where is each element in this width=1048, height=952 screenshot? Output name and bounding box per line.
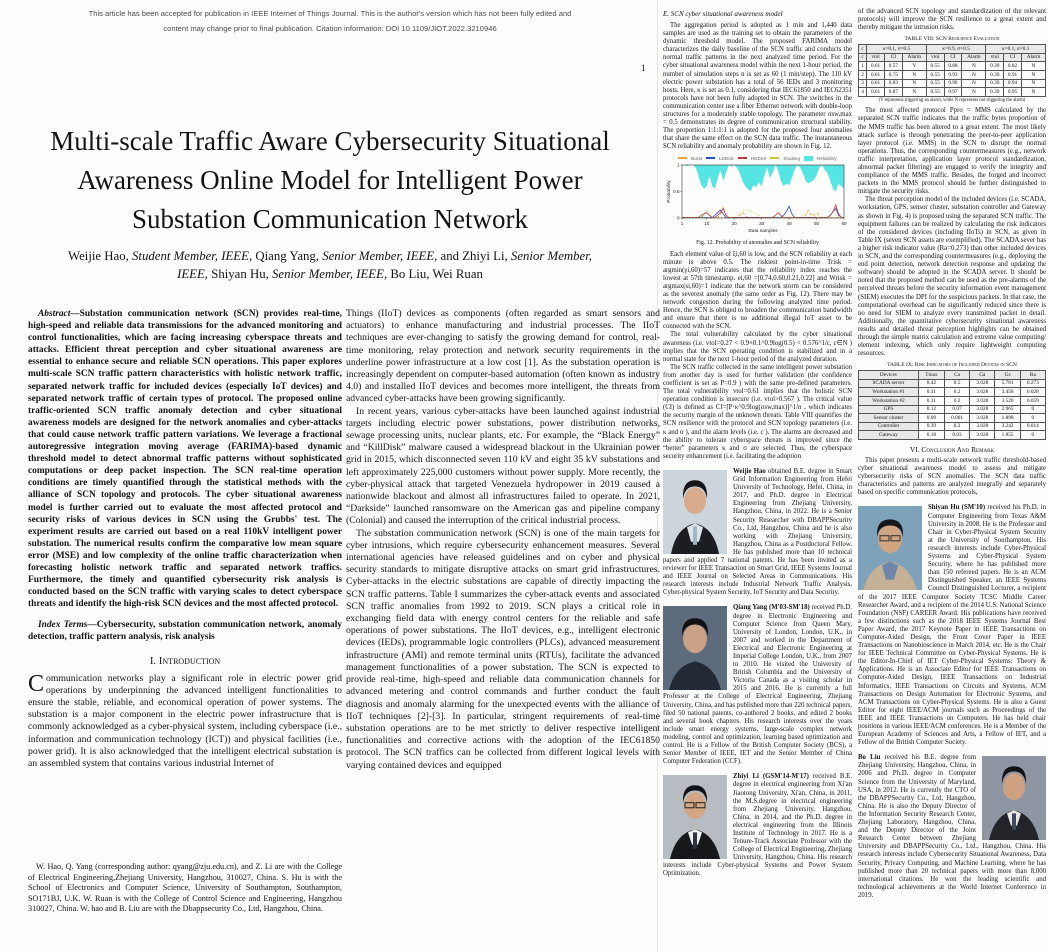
author-line-1	[22, 248, 638, 266]
table-row	[859, 79, 1046, 88]
abstract-text: Substation communication network (SCN) provides real-time, high-speed and reliable data transmissions for the advanced monitoring and control functionalities, which are facing increasing cyberspace threats and attacks. Efficient threat perception and cyber situational awareness are essential to enhance secure and reliable SCN operations. This paper explores multi-scale SCN traffic pattern characteristics with holistic network traffic, separated network traffic for included devices (especially IoT devices) and separated network traffic of certain types of protocol. The proposed online traffic-oriented SCN traffic anomaly detection and cyber situational awareness models are designed for the network anomalies and cyber-attacks that could cause network traffic pattern variations. We leverage a fractional autoregressive integration moving average (FARIMA)-based dynamic threshold model to detect abnormal traffic patterns without sophisticated computations or deep packet inspection. The SCN real-time operation conditions are timely quantified through the statistical methods with the alliance of SCN topology and protocols. The cyber situational awareness model is further carried out to evaluate the most affected protocol and security risks of various devices in SCN using the Grubbs' test. The experiment results are carried out based on a real 110kV intelligent power substation. The numerical results confirm the comparative low mean square error (MSE) and low complexity of the online traffic characterization when forecasting holistic network traffic and separated network traffics. Furthermore, the timely and quantified cybersecurity risk analysis is conducted based on the SCN traffic with varying scales to detect cyberspace threats and identify the high-risk SCN devices and the most affected protocol.	[28, 309, 342, 610]
legend-swatch-lddos	[706, 157, 715, 159]
table-ix-head	[859, 371, 1046, 380]
table-cell: Alarm	[1021, 53, 1045, 62]
table-viii-body	[859, 62, 1046, 96]
section-heading-conclusion: VI. Conclusion And Remark	[909, 445, 995, 454]
table-cell: 3.242	[995, 422, 1020, 431]
table-row	[859, 71, 1046, 80]
table-cell: Ca	[944, 371, 969, 380]
bio-body: received B.E. degree in electrical engineering from Xi'an Jiaotong University, Xi'an, China, in 2011, the M.S.degree in electrical engineering from Zhejiang University, Hangzhou, China, in 2014, and the Ph.D. degree in electrical engineering from the Illinois Institute of Technology in 2017. He is a Tenure-Track Associate Professor with the College of Electrical Engineering, Zhejiang University, Hangzhou, China. His research interests include Cyber-physical Systems and Power System Optimization.	[663, 773, 852, 878]
table-cell: 3.028	[970, 414, 995, 423]
table-cell: Sensor cluster	[859, 414, 919, 423]
table-cell: 2	[859, 71, 867, 80]
table-cell: N	[1021, 88, 1045, 97]
page-number: 1	[641, 64, 646, 74]
bio-body: received his Ph.D. in Computer Engineering from Texas A&M University in 2008. He is the Professor and Chair in Cyber-Physical System Security at the University of Southampton. His research interests include Cyber-Physical Systems and Cyber-Physical System Security, where he has published more than 150 refereed papers. He is an ACM Distinguished Speaker, an IEEE Systems Council Distinguished Lecturer, a recipient of the 2017 IEEE Computer Society TCSC Middle Career Researcher Award, and a recipient of the 2014 U.S. National Science Foundation (NSF) CAREER Award. His publications have received a few distinctions such as the 2018 IEEE Systems Journal Best Paper Award, the 2017 Keynote Paper in IEEE Transactions on Computer-Aided Design, the Front Cover Paper in IEEE Transactions on Nanobioscience in March 2014, etc. He is the Chair for IEEE Technical Committee on Cyber-Physical Systems. He is the Editor-In-Chief of IET Cyber-Physical Systems: Theory & Applications. He is an Associate Editor for IEEE Transactions on Computer-Aided Design, IEEE Transactions on Industrial Informatics, IEEE Transactions on Circuits and Systems, ACM Transactions on Design Automation for Electronic Systems, and ACM Transactions on Cyber-Physical Systems. He is also a Guest Editor for eight IEEE/ACM journals such as Proceedings of the IEEE and IEEE Transactions on Computers. He has held chair positions in various IEEE/ACM conferences. He is a Member of the European Academy of Sciences and Arts, a Fellow of IET, and a Fellow of the British Computer Society.	[858, 504, 1046, 747]
svg-text:10: 10	[703, 220, 709, 226]
author-segment: Bo Liu, Wei Ruan	[387, 266, 483, 281]
table-cell: Alarm	[962, 53, 986, 62]
table-cell: Gs	[995, 371, 1020, 380]
figure-12	[663, 156, 852, 246]
table-cell: N	[902, 88, 926, 97]
author-photo-weijie-hao	[663, 470, 727, 554]
table-cell: 3.028	[970, 379, 995, 388]
author-list	[22, 248, 638, 283]
abstract-label: Abstract—	[38, 309, 80, 319]
title-line-1: Multi-scale Traffic Aware Cybersecurity Situational	[50, 126, 610, 157]
table-cell: 0.55	[926, 62, 944, 71]
svg-text:0: 0	[676, 215, 679, 221]
table-row	[859, 371, 1046, 380]
bio-name: Shiyan Hu (SM'10)	[928, 504, 986, 512]
bio-body: obtained B.E. degree in Smart Grid Information Engineering from Hefei University of Technology, Hefei, China, in 2017, and Ph.D. degree in Electrical Engineering from Zhejiang University, Hangzhou, China, in 2022. He is a Senior Security Researcher with DBAPPSecurity Co., Ltd, Hangzhou, China and he is also working with Zhejiang University, Hangzhou, China as a Postdoctoral Fellow. He has published more than 10 technical papers and applied 7 national patents. He has been invited as a reviewer for IEEE Transaction on Smart Grid, IEEE Systems Journal and IEEE Journal on Selected Areas in Communications. His research interests include Industrial Network Traffic Analysis, Cyber-physical System Security, IoT Security and Data Security.	[663, 467, 852, 597]
page1-right-column	[346, 308, 660, 952]
table-cell: 0.93	[944, 71, 962, 80]
table-cell: 3.458	[995, 388, 1020, 397]
table-cell: N	[902, 71, 926, 80]
author-bio-weijie-hao	[663, 468, 852, 598]
table-cell: SCADA server	[859, 379, 919, 388]
conclusion-paragraph: This paper presents a multi-scale network traffic threshold-based cyber situational awareness model to assess and mitigate cybersecurity risks of SCN anomalies. The SCN data traffic characteristics and patterns are analyzed integrally and separately based on specific communication protocols,	[858, 457, 1046, 497]
drop-cap: C	[28, 670, 45, 697]
table-cell: 3	[859, 79, 867, 88]
table-cell: 0.91	[1004, 71, 1022, 80]
author-bio-bo-liu	[858, 754, 1046, 900]
table-cell: Controller	[859, 422, 919, 431]
author-bio-shiyan-hu	[858, 504, 1046, 747]
legend-swatch-reliability	[804, 156, 813, 161]
table-cell: N	[1021, 71, 1045, 80]
index-terms-text: Cybersecurity, substation communication network, anomaly detection, traffic pattern analysis, risk analysis	[28, 620, 342, 643]
author-photo-bo-liu	[982, 756, 1046, 840]
author-photo-shiyan-hu	[858, 506, 922, 590]
author-photo-qiang-yang	[663, 606, 727, 690]
table-cell: 0.42	[918, 379, 944, 388]
table-row	[859, 379, 1046, 388]
svg-text:30: 30	[758, 220, 764, 226]
table-cell: vtol	[986, 53, 1004, 62]
table-cell: 0.31	[918, 397, 944, 406]
table-cell: 0	[1020, 431, 1045, 440]
table-cell: 0.97	[944, 88, 962, 97]
table-cell: 0.09	[918, 414, 944, 423]
table-cell: 0.88	[944, 62, 962, 71]
table-viii-head	[859, 45, 1046, 54]
table-cell: N	[962, 62, 986, 71]
table-cell: 5.781	[995, 379, 1020, 388]
body-paragraph: Each element value of ξi,60 is low, and the SCN reliability at each minute is above 0.5. The riskiest point-in-time Trisk = argmin(γi,60)=57 indicates that the reliability index reaches the lowest at 57th timestamp. ei,60 =[0.74,0.60,0.21,0.22] and Wrisk = argmax(si,60)=1 indicate that the network storm can be considered as the severest anomaly (the same order as Fig. 12). There may be network congestion during the following analyzed time period. Hence, the SCN is obliged to broaden the communication bandwidth and ensure that there is no additional illegal IoT asset to be connected with the SCN.	[663, 250, 852, 331]
table-cell: 0.61	[867, 71, 885, 80]
table-cell: 0.39	[986, 79, 1004, 88]
table-cell: N	[962, 71, 986, 80]
bio-body: received Ph.D. degree in Electronic Engineering and Computer Science from Queen Mary, University of London, London, U.K., in 2007 and worked in the Department of Electrical and Electronic Engineering at Imperial College London, U.K., from 2007 to 2010. He visited the University of British Columbia and the University of Victoria Canada as a visiting scholar in 2015 and 2016. He is currently a full Professor at the College of Electrical Engineering, Zhejiang University, China, and has published more than 220 technical papers, filed 50 national patents, co-authored 2 books, and edited 2 books and several book chapters. His research interests over the years include smart energy systems, large-scale complex network modeling, control and optimization, learning based optimization and control. He is a Fellow of the British Computer Society (BCS), a Senior Member of IEEE, IET and the Senior Member of China Computer Federation (CCF).	[663, 604, 852, 766]
table-cell: 0.2	[944, 422, 969, 431]
publication-header	[40, 6, 620, 36]
table-cell: 0.61	[867, 79, 885, 88]
table-row	[859, 45, 1046, 54]
svg-text:40: 40	[786, 220, 792, 226]
table-cell: 3.028	[970, 422, 995, 431]
table-cell: Alarm	[902, 53, 926, 62]
fig12-plot	[665, 162, 851, 238]
late-page-right-column	[858, 8, 1046, 946]
table-cell: 0.273	[1020, 379, 1045, 388]
table-cell: Ga	[970, 371, 995, 380]
late-page-left-column	[663, 10, 852, 946]
table-cell: c	[859, 45, 867, 54]
table-cell: 0.001	[944, 414, 969, 423]
author-segment: Student Member, IEEE,	[132, 249, 253, 263]
svg-text:60: 60	[840, 220, 847, 226]
author-segment: IEEE,	[177, 266, 208, 281]
svg-text:Data samples: Data samples	[747, 228, 778, 234]
table-cell: 0	[1020, 405, 1045, 414]
table-row	[859, 53, 1046, 62]
author-line-2	[22, 266, 638, 284]
table-cell: 0.87	[884, 88, 902, 97]
table-cell: 3.028	[970, 405, 995, 414]
table-row	[859, 388, 1046, 397]
legend-swatch-burst	[678, 157, 687, 159]
table-cell: N	[1021, 79, 1045, 88]
table-cell: 0.18	[918, 431, 944, 440]
table-cell: 2.965	[995, 405, 1020, 414]
table-cell: 0.07	[944, 405, 969, 414]
table-cell: 0.39	[986, 62, 1004, 71]
introduction-text: ommunication networks play a significant role in electric power grid operations by underpinning the advanced intelligent functionalities to ensure the stable, reliable, and economical operation of power systems. The substation is a major component in the electric power infrastructure that is commonly acknowledged as a cyber-physical system, including cyberspace (i.e., information and communication technology (ICT)) and physical facilities (i.e., power grid). It is also acknowledged that the intelligent electrical substation is an assembled system that contains various industrial Internet of	[28, 672, 342, 769]
introduction-paragraph	[28, 670, 342, 771]
table-cell: Devices	[859, 371, 919, 380]
table-viii-caption: TABLE VIII: SCN Resilience Evaluation	[904, 36, 1000, 43]
table-cell: 0.55	[926, 88, 944, 97]
table-cell: 0.5	[944, 379, 969, 388]
author-bio-qiang-yang	[663, 604, 852, 766]
table-cell: 0.57	[884, 62, 902, 71]
table-cell: 0.61	[867, 88, 885, 97]
table-cell: 0.96	[944, 79, 962, 88]
table-cell: Workstation #1	[859, 388, 919, 397]
table-cell: 0.12	[918, 405, 944, 414]
author-segment: and Zhiyi Li,	[437, 249, 511, 263]
table-row	[859, 397, 1046, 406]
svg-text:Probability: Probability	[666, 179, 672, 203]
legend-swatch-hddos	[738, 157, 747, 159]
table-cell: CI	[1004, 53, 1022, 62]
table-cell: Workstation #2	[859, 397, 919, 406]
subsection-heading-e: E. SCN cyber situational awareness model	[663, 10, 783, 18]
table-row	[859, 414, 1046, 423]
table-cell: 0.83	[884, 79, 902, 88]
bio-body: received his B.E. degree from Zhejiang University, Hangzhou, China, in 2006 and Ph.D. degree in Computer Science from the University of Maryland, USA, in 2012. He is currently the CTO of the DBAPPSecurity Co., Ltd, Hangzhou, China. He is also the Deputy Director of the Information Security Research Center, Zhejiang Laboratory, Hangzhou, China, and the Deputy Director of the Joint Research Center between Zhejiang University and DBAPPSecurity Co., Ltd., Hangzhou, China. His research interests include Cybersecurity Situational Awareness, Data Security, Privacy Computing, and Machine Learning, where he has published more than 20 technical papers with more than 8,000 international citations. He won the leading scientific and technological achievements at the World Internet Conference in 2019.	[858, 754, 1046, 899]
table-row	[859, 405, 1046, 414]
table-ix-caption: TABLE IX: Risk Indicators of Included Devices in SCN	[887, 362, 1017, 369]
table-cell: 0.31	[918, 388, 944, 397]
table-cell: vtol	[926, 53, 944, 62]
legend-label-burst: Burst	[691, 155, 703, 161]
table-viii	[858, 44, 1046, 97]
index-terms	[28, 619, 342, 643]
bio-name: Weijie Hao	[733, 467, 766, 475]
table-cell: 0.059	[1020, 397, 1045, 406]
figure-12-caption: Fig. 12. Probability of anomalies and SCN reliability	[696, 239, 819, 246]
title-line-3: Substation Communication Network	[132, 204, 528, 235]
svg-text:0.5: 0.5	[672, 188, 679, 194]
author-bio-zhiyi-li	[663, 773, 852, 878]
abstract	[28, 308, 342, 610]
index-terms-label: Index Terms—	[38, 620, 97, 631]
body-paragraph: The aggregation period is adopted as 1 min and 1,440 data samples are used as the training set to obtain the parameters of the dynamic threshold model. The proposed FARIMA model characterizes the daily baseline of the SCN traffic and conducts the normal traffic patterns in the next analyzed time period. For the cyber situational awareness model within the next 1-hour period, the number of simulation steps n is set as 60 (1 min/step). The 110 kV electric power substation has a total of 56 IEDs and 3 monitoring hosts. Here, κ is set as 0.1, considering that IEC61850 and IEC62351 protocols have not been fully adopted in SCN. The switches in the communication center use a fiber Ethernet network with double-loop structures for a moderately stable topology. The parameter σsw,max = 0.5 demonstrates its degree of communication structural stability. The proportion 1:1:1:1 is adopted for the proposed four anomalies that share the same effect on the SCN data traffic. The instantaneous SCN reliability and anomaly probability are shown in Fig. 12.	[663, 22, 852, 151]
table-cell: 3.028	[970, 397, 995, 406]
table-cell: N	[1021, 62, 1045, 71]
table-cell: vtol	[867, 53, 885, 62]
table-cell: CI	[944, 53, 962, 62]
body-paragraph: The substation communication network (SCN) is one of the main targets for cyber intrusions, which require cybersecurity enhancement measures. Several international agencies have released guidelines and on cyber and physical security standards to mitigate disruptive attacks on smart grid infrastructures. Cyber-attacks in the electric substations are capable of directly impacting the SCN traffic patterns. Table I summarizes the cyber-attack events and associated SCN traffic anomalies from 1992 to 2019. SCN plays a critical role in exchanging field data with energy control centers for the reliable and safe operations of power substations. The IIoT devices, e.g., intelligent electronic devices (IEDs), programmable logic controllers (PLCs), advanced measurement infrastructure (AMI) and remote terminal units (RTUs), facilitate the advanced management functionalities of a power substation. The SCN is expected to provide real-time, high-speed and reliable data communication channels for advanced metering and control commands and further conduct the fault diagnosis and anomaly alarming for the unexpected events with the alliance of IIoT techniques [2]-[3]. In particular, stringent requirements of real-time substation operations are to be met strictly to deliver respective intelligent functionalities and corrective actions with the adoption of the IEC61850 protocol. The SCN traffics can be collected from different logical levels with varying contained devices and equipped	[346, 527, 660, 771]
body-paragraph: In recent years, various cyber-attacks have been launched against industrial targets including electric power substations, power distribution networks, sewage processing units, nuclear plants, etc. For example, the “Black Energy” and “KillDisk” malware caused a widespread blackout in the Ukrainian power grid in 2015, which disconnected seven 110 kV and eight 35 kV substations and left approximately 225,000 customers without power supply. More recently, the cyber-physical attack that targeted Venezuela hydropower in 2019 caused a nationwide blackout and almost all infrastructures failed to operate. In 2021, “Darkside” launched ransomware on the American gas and pipeline company (Colonial) and caused the interruption of the critical industrial process.	[346, 405, 660, 527]
svg-text:20: 20	[731, 220, 737, 226]
table-cell: N	[902, 79, 926, 88]
publication-header-line1: This article has been accepted for publication in IEEE Internet of Things Journal. This is the author's version which has not been fully edited and	[88, 9, 572, 18]
author-segment: Shiyan Hu,	[208, 266, 272, 281]
table-cell: κ=0.1, σ=0.1	[986, 45, 1046, 54]
bio-name: Qiang Yang (M'03-SM'18)	[733, 604, 810, 612]
legend-label-reliability: Reliability	[817, 155, 837, 161]
table-cell: 0.39	[918, 422, 944, 431]
table-cell: 0.95	[1004, 88, 1022, 97]
table-cell: κ=0.9, σ=0.5	[926, 45, 986, 54]
table-cell: Tmax	[918, 371, 944, 380]
author-segment: Senior Member, IEEE,	[322, 249, 438, 263]
table-cell: N	[962, 79, 986, 88]
table-viii-note: (Y represents triggering an alarm, while N represents not triggering the alarm)	[878, 98, 1026, 104]
table-cell: 0.55	[926, 79, 944, 88]
table-cell: 4	[859, 88, 867, 97]
table-cell: 1.898	[995, 414, 1020, 423]
table-cell: 3.028	[970, 388, 995, 397]
author-segment: Senior Member, IEEE,	[272, 266, 388, 281]
figure-12-legend	[663, 156, 852, 161]
section-heading-introduction: I. Introduction	[149, 654, 221, 667]
table-cell: CI	[884, 53, 902, 62]
author-affiliations-footnote: W. Hao, Q. Yang (corresponding author: qyang@zju.edu.cn), and Z. Li are with the College of Electrical Engineering,Zhejiang University, Hangzhou, 310027, China. S. Hu is with the School of Electronics and Computer Science, University of Southampton, Southampton, SO171BJ, U.K. W. Ruan is with the College of Control Science and Engineering, Hangzhou 310027, China. W. hao and B. Liu are with the Dbappsecurity Co., Ltd, Hangzhou, China.	[28, 862, 342, 914]
title-line-2: Awareness Online Model for Intelligent Power	[77, 165, 583, 196]
table-cell: Y	[902, 62, 926, 71]
legend-label-shaking: Shaking	[783, 155, 801, 161]
table-row	[859, 431, 1046, 440]
table-viii-subhead	[859, 53, 1046, 62]
table-cell: 0.028	[1020, 388, 1045, 397]
table-cell: κ=0.1, σ=0.5	[867, 45, 927, 54]
body-paragraph: The threat perception model of the included devices (i.e. SCADA, workstation, GPS, sensor cluster, substation controller and Gateway as shown in Fig. 4) is proposed using the separated SCN traffic. The equipment failures can be realized by calculating the risk indicators of the considered devices (including IIoTs) in SCN, as given in Table IX (seven SCN assets are exemplified). The SCADA sever has a higher risk indicator value (Ra=0.273) than other included devices in SCN, and the corresponding countermeasures (e.g., deploying the end point detection, network detection response and updating the software) should be adopted in the SCADA server. It should be noted that the proposed method can be used as the pre-alarms of the perceived threats before the security information event management (SIEM) executes the DPI for the suspicious packets. In that case, the computational overhead can be significantly reduced since there is no need for SIEM to analyze every transmitted packet in detail. Additionally, the quantitative cybersecurity situational awareness results and detailed threat perception highlights can be obtained through the simple matrix calculation and extreme value computing/ element indexing, which only require lightweight computing resources.	[858, 196, 1046, 358]
table-cell: 0.61	[867, 62, 885, 71]
legend-label-lddos: LDDoS	[719, 155, 734, 161]
table-cell: c	[859, 53, 867, 62]
table-cell: 0.82	[1004, 62, 1022, 71]
body-paragraph: The most affected protocol Ppro = MMS calculated by the separated SCN traffic indicates that the traffic bytes proportion of the MMS traffic has been altered to a great extent. The most likely attack surface is through penetrating the peer-to-peer application layer protocol (i.e. MMS) in the SCN to disrupt the normal operations. Thus, the corresponding countermeasures (e.g., network traffic interpretation, application layer protocol standardization, abnormal packet filtering) are engaged to verify the integrity and compliance of the MMS traffic. Besides, the forged and incorrect packets in the MMS protocol should be further distinguished to mitigate the security risks.	[858, 107, 1046, 196]
table-cell: 0.75	[884, 71, 902, 80]
paper-title	[22, 122, 638, 239]
table-cell: Ra	[1020, 371, 1045, 380]
table-cell: 1	[859, 62, 867, 71]
bio-name: Bo Liu	[858, 754, 881, 762]
table-cell: 0.39	[986, 71, 1004, 80]
svg-text:50: 50	[813, 220, 819, 226]
body-paragraph: of the advanced SCN topology and standardization of the relevant protocols) will improve the SCN resilience to a great extent and thereby mitigate the intrusion risks.	[858, 8, 1046, 32]
table-cell: 0.014	[1020, 422, 1045, 431]
author-photo-zhiyi-li	[663, 775, 727, 859]
publication-header-line2: content may change prior to final publication. Citation information: DOI 10.1109/JIOT.2022.3210946	[163, 24, 497, 33]
table-cell: 0.94	[1004, 79, 1022, 88]
bio-name: Zhiyi Li (GSM'14-M'17)	[733, 773, 809, 781]
legend-swatch-shaking	[770, 157, 779, 159]
body-paragraph: The total vulnerability calculated by the cyber situational awareness (i.e. vtol=0.27 < 0.9×0.1^0.9log(0.5) < 0.576^1/c, c∈N ) implies that the SCN operating condition is stabilized and in a normal state for the next 1-hour period of the analyzed duration.	[663, 331, 852, 363]
table-cell: N	[962, 88, 986, 97]
table-row	[859, 422, 1046, 431]
table-cell: 0.55	[926, 71, 944, 80]
table-row	[859, 62, 1046, 71]
table-ix	[858, 370, 1046, 440]
page1-left-column	[28, 308, 342, 856]
table-cell: 3.028	[970, 431, 995, 440]
svg-text:1: 1	[680, 220, 683, 226]
legend-label-hddos: HDDoS	[750, 155, 767, 161]
table-cell: 0.2	[944, 388, 969, 397]
table-cell: 0.2	[944, 397, 969, 406]
svg-text:1: 1	[676, 162, 679, 168]
table-cell: 0.39	[986, 88, 1004, 97]
author-segment: Senior Member,	[510, 249, 592, 263]
author-segment: Qiang Yang,	[252, 249, 323, 263]
body-paragraph: Things (IIoT) devices as components (often regarded as smart sensors and actuators) to enhance manufacturing and industrial processes. The IIoT techniques are ever-changing to satisfy the growing demand for control, real-time monitoring, relay protection and network security requirements in the underline power infrastructure at a low cost [1]. As the substation operation is increasingly dependent on computer-based automation (often known as industry 4.0) and installed IIoT devices and becomes more intelligent, the threats from advanced cyber-attacks have been growing significantly.	[346, 308, 660, 405]
table-cell: 3.520	[995, 397, 1020, 406]
table-ix-body	[859, 379, 1046, 439]
table-cell: Gateway	[859, 431, 919, 440]
body-paragraph: The SCN traffic collected in the same intelligent power substation from another day is used for further validation (the confidence coefficient is set as P=0.9 ) with the same pre-defined parameters. The total vulnerability vtol=0.61 implies that the holistic SCN operation condition is insecure (i.e. vtol>0.567 ). The critical value (CI) is defined as CI=[P·κ^0.9log(σsw,max)]^1/n , which indicates the security margin of the unknown threats. Table VIII quantifies the SCN resilience with the protocol and SCN topology parameters (i.e. κ and σ ), and the alarm levels (i.e. c ). The alarms are decreased and the ability to tolerate cyberspace threats is improved since the “better” parameters κ and σ are selected. Thus, the cyberspace security enhancement (i.e. facilitating the adoption	[663, 363, 852, 460]
table-cell: 0	[1020, 414, 1045, 423]
table-cell: GPS	[859, 405, 919, 414]
table-cell: 0.03	[944, 431, 969, 440]
table-cell: 1.855	[995, 431, 1020, 440]
table-row	[859, 88, 1046, 97]
author-segment: Weijie Hao,	[68, 249, 133, 263]
